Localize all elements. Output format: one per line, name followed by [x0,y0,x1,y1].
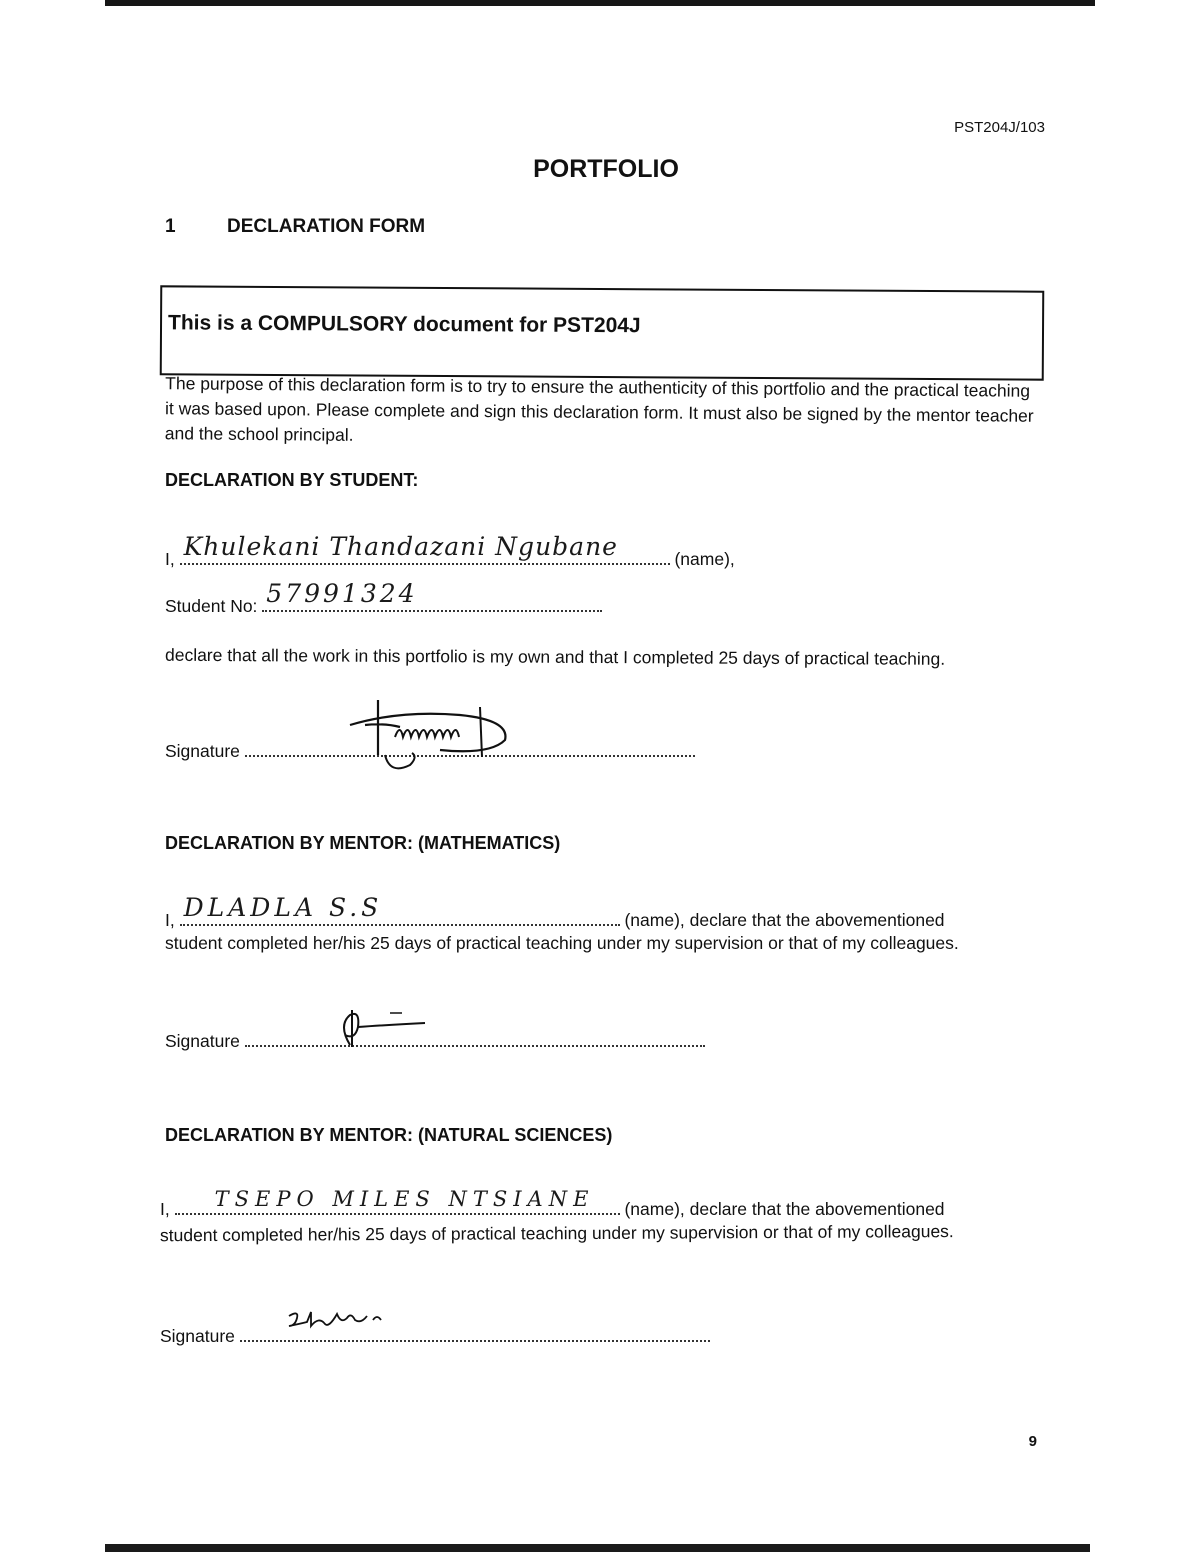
student-name-field[interactable] [180,532,670,565]
page-title: PORTFOLIO [533,155,679,183]
mentor-science-signature-label: Signature [160,1326,235,1346]
page-number: 9 [1028,1433,1037,1450]
section-heading [165,216,425,238]
student-number-field[interactable] [262,579,602,612]
section-title: DECLARATION FORM [227,216,426,237]
mentor-science-declaration-text: student completed her/his 25 days of practical teaching under my supervision or that of my colleagues. [159,1221,954,1246]
student-number-line [165,579,602,617]
mentor-math-signature-label: Signature [165,1031,240,1051]
student-name-prefix: I, [165,549,175,569]
scan-border-bottom [105,1544,1090,1552]
student-signature-label: Signature [165,741,240,761]
student-signature-mark [340,695,520,780]
mentor-science-name-line [160,1187,945,1220]
purpose-paragraph: The purpose of this declaration form is to try to ensure the authenticity of this portfolio and the practical teaching it was based upon. Please complete and sign this declaration form. It must also be signed by the mentor teacher and the school principal. [164,373,1034,445]
scan-border-top [105,0,1095,6]
mentor-science-heading: DECLARATION BY MENTOR: (NATURAL SCIENCES) [165,1125,613,1145]
mentor-science-signature-line [160,1322,710,1347]
student-declaration-heading: DECLARATION BY STUDENT: [165,470,419,490]
section-number: 1 [165,216,176,237]
mentor-math-declaration-text: student completed her/his 25 days of practical teaching under my supervision or that of my colleagues. [165,933,959,953]
student-number-handwritten: 57991324 [266,579,418,608]
student-number-label: Student No: [165,596,258,616]
mentor-science-name-prefix: I, [160,1199,170,1219]
mentor-math-signature-mark [330,1005,440,1055]
student-name-line [165,532,735,570]
mentor-science-name-handwritten: TSEPO MILES NTSIANE [214,1187,595,1211]
mentor-math-name-field[interactable] [180,893,620,926]
mentor-math-heading: DECLARATION BY MENTOR: (MATHEMATICS) [165,833,561,853]
compulsory-notice-box [160,285,1045,380]
student-name-handwritten: Khulekani Thandazani Ngubane [183,532,618,561]
mentor-science-signature-mark [285,1306,395,1336]
mentor-math-name-prefix: I, [165,910,175,930]
mentor-math-name-handwritten: DLADLA S.S [183,893,383,922]
compulsory-notice-text: This is a COMPULSORY document for PST204J [167,311,641,338]
student-declaration-text: declare that all the work in this portfolio is my own and that I completed 25 days of practical teaching. [164,644,946,669]
mentor-math-name-suffix: (name), declare that the abovementioned [624,910,945,930]
mentor-science-name-suffix: (name), declare that the abovementioned [624,1199,945,1219]
mentor-math-signature-field[interactable] [245,1027,705,1047]
mentor-science-name-field[interactable] [175,1187,620,1215]
mentor-math-name-line [165,893,945,931]
student-name-suffix: (name), [674,549,735,569]
document-code: PST204J/103 [954,119,1045,136]
